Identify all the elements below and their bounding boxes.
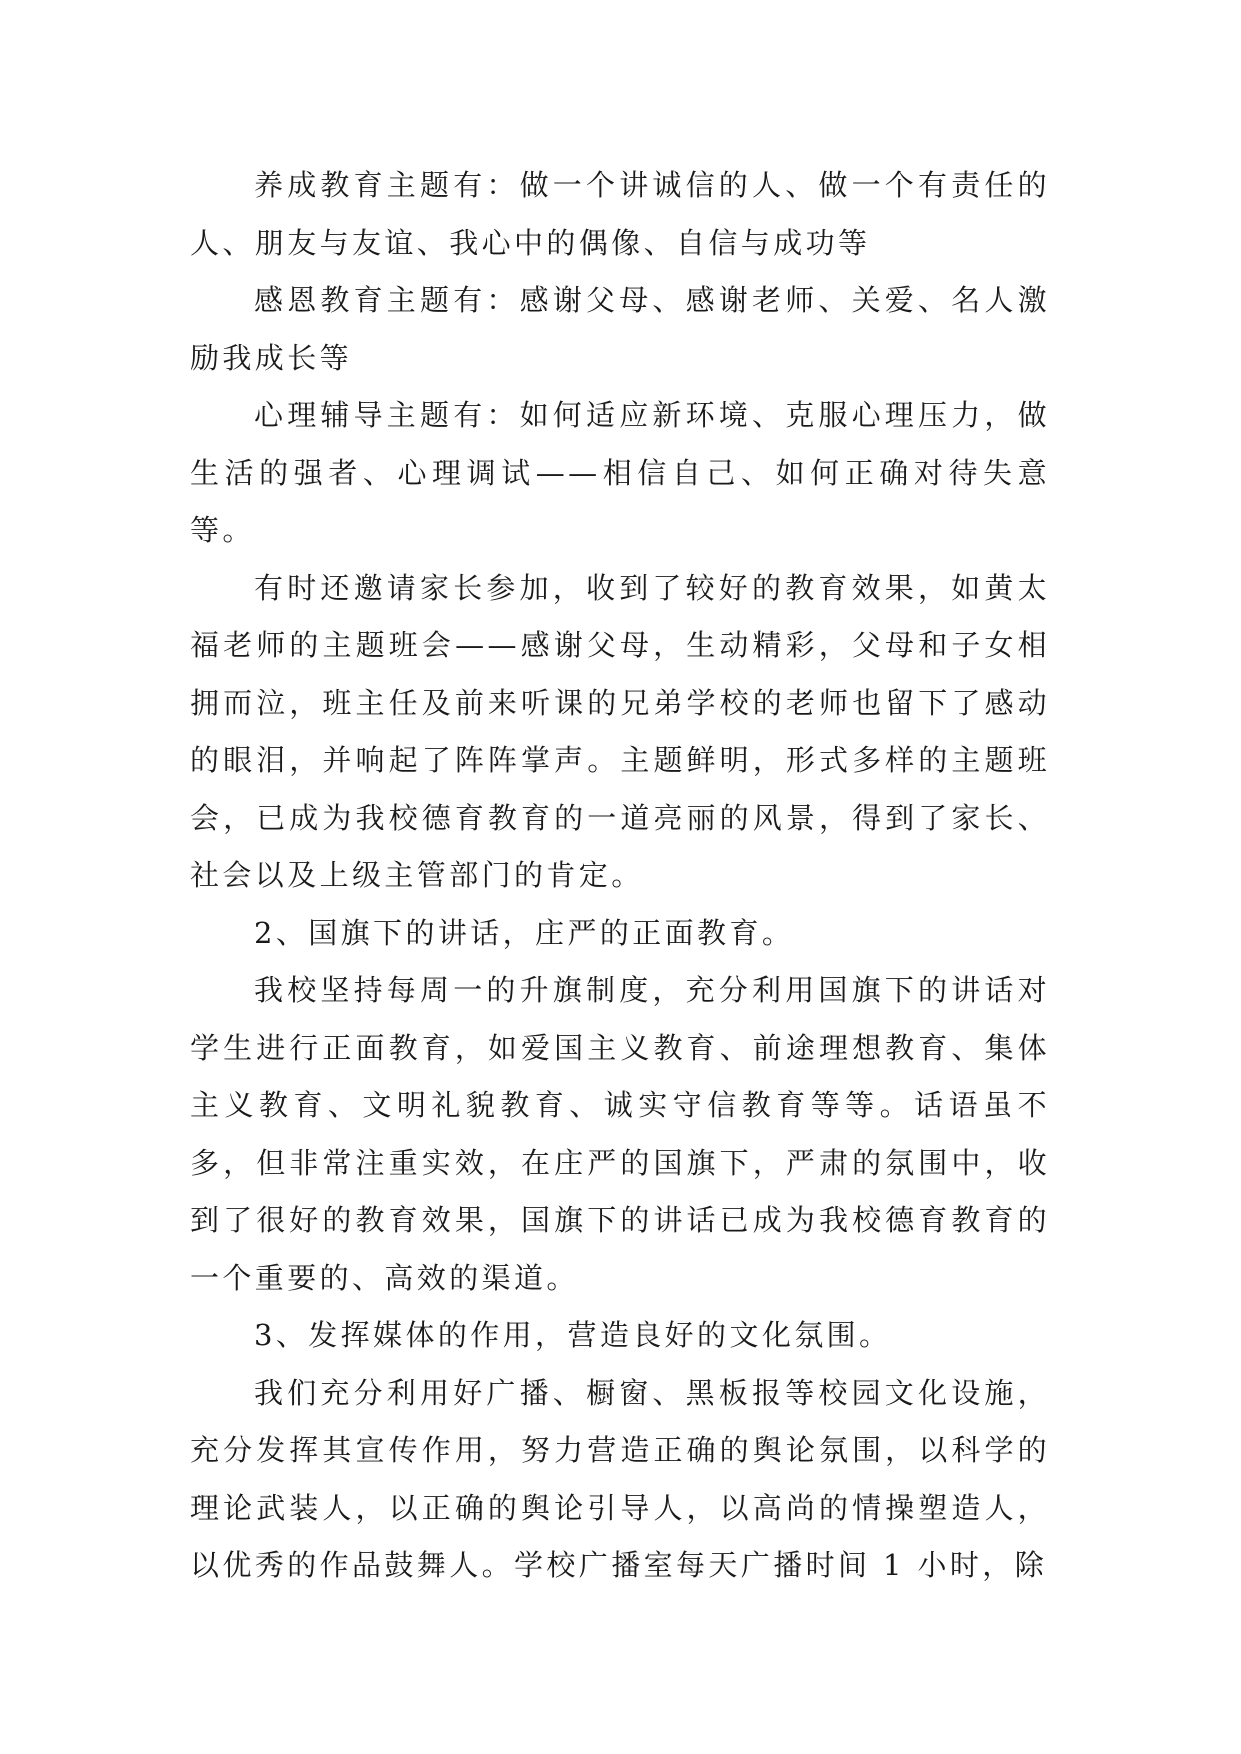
paragraph-flag-raising: 我校坚持每周一的升旗制度，充分利用国旗下的讲话对学生进行正面教育，如爱国主义教育、前途理想教育、集体主义教育、文明礼貌教育、诚实守信教育等等。话语虽不多，但非常注重实效，在庄严的国旗下，严肃的氛围中，收到了很好的教育效果，国旗下的讲话已成为我校德育教育的一个重要的、高效的渠道。 [190, 973, 1050, 1295]
section-heading-media-role: 3、发挥媒体的作用，营造良好的文化氛围。 [254, 1318, 892, 1352]
section-heading-flag-speech: 2、国旗下的讲话，庄严的正面教育。 [254, 915, 795, 950]
paragraph-habit-education-topics: 养成教育主题有：做一个讲诚信的人、做一个有责任的人、朋友与友谊、我心中的偶像、自信与成功等 [190, 168, 1050, 260]
paragraph-parent-participation: 有时还邀请家长参加，收到了较好的教育效果，如黄太福老师的主题班会——感谢父母，生动精彩，父母和子女相拥而泣，班主任及前来听课的兄弟学校的老师也留下了感动的眼泪，并响起了阵阵掌声。主题鲜明，形式多样的主题班会，已成为我校德育教育的一道亮丽的风景，得到了家长、社会以及上级主管部门的肯定。 [190, 570, 1050, 892]
paragraph-gratitude-education-topics: 感恩教育主题有：感谢父母、感谢老师、关爱、名人激励我成长等 [190, 283, 1050, 375]
document-body [190, 157, 1050, 1595]
paragraph-campus-media: 我们充分利用好广播、橱窗、黑板报等校园文化设施，充分发挥其宣传作用，努力营造正确的舆论氛围，以科学的理论武装人，以正确的舆论引导人，以高尚的情操塑造人，以优秀的作品鼓舞人。学校广播室每天广播时间 1 小时，除 [190, 1375, 1050, 1582]
paragraph-psychological-counseling-topics: 心理辅导主题有：如何适应新环境、克服心理压力，做生活的强者、心理调试——相信自己、如何正确对待失意等。 [190, 398, 1050, 547]
